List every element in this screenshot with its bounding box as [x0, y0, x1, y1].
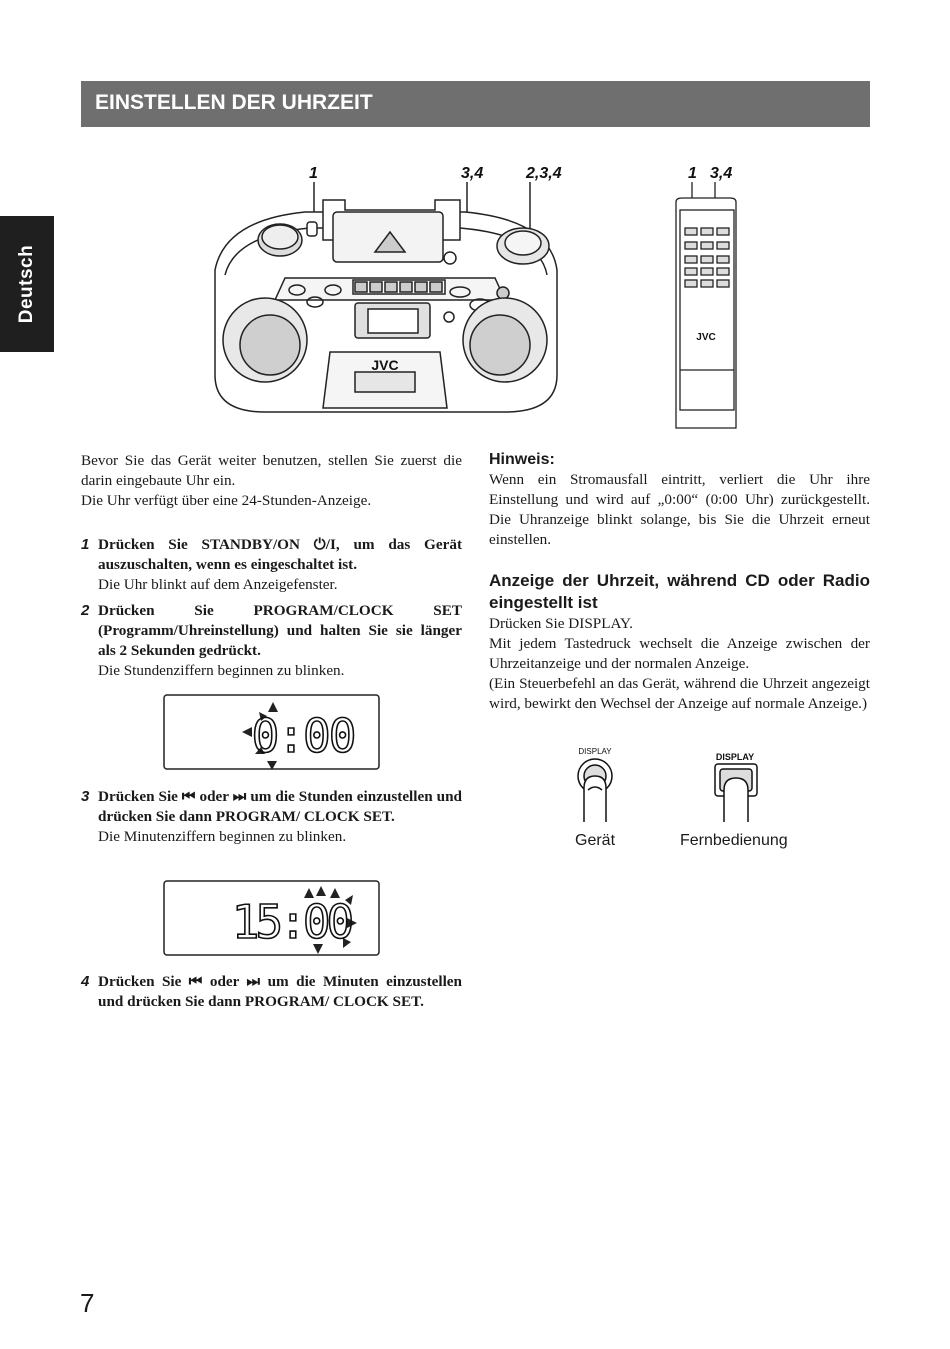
section-title: EINSTELLEN DER UHRZEIT — [95, 91, 373, 114]
device-logo: JVC — [371, 357, 399, 373]
step-instruction: Drücken Sie ⏮ oder ⏭ um die Stunden einzustellen und drücken Sie dann PROGRAM/ CLOCK SET. — [98, 788, 462, 825]
step-number: 2 — [81, 602, 90, 619]
subsection-line-2: Mit jedem Tastedruck wechselt die Anzeige zwischen der Uhrzeitanzeige und der normalen Anzeige. — [489, 635, 870, 672]
callout-remote-standby: 1 — [688, 165, 697, 182]
step-4 — [81, 972, 462, 1012]
subsection-line-1: Drücken Sie DISPLAY. — [489, 615, 633, 632]
step-3 — [81, 787, 462, 847]
step-1 — [81, 535, 462, 595]
step-instruction: Drücken Sie PROGRAM/CLOCK SET (Programm/Uhreinstellung) und halten Sie sie länger als 2 Sekunden gedrückt. — [98, 602, 462, 659]
step-instruction: Drücken Sie ⏮ oder ⏭ um die Minuten einzustellen und drücken Sie dann PROGRAM/ CLOCK SET. — [98, 973, 462, 1010]
subsection-title: Anzeige der Uhrzeit, während CD oder Radio eingestellt ist — [489, 571, 870, 612]
remote-logo: JVC — [696, 332, 716, 343]
language-tab-label: Deutsch — [16, 244, 37, 324]
step-result: Die Uhr blinkt auf dem Anzeigefenster. — [98, 576, 338, 593]
step-number: 4 — [81, 973, 90, 990]
remote-control-illustration — [670, 180, 745, 430]
language-tab — [0, 216, 54, 352]
callout-program-clock: 2,3,4 — [526, 165, 562, 182]
step-result: Die Stundenziffern beginnen zu blinken. — [98, 662, 345, 679]
boombox-illustration — [205, 180, 565, 420]
callout-skip-buttons: 3,4 — [461, 165, 484, 182]
display-hours-blinking — [163, 694, 380, 772]
device-display-label: DISPLAY — [578, 747, 612, 756]
display-time-value: 15:00 — [231, 895, 351, 949]
subsection-line-3: (Ein Steuerbefehl an das Gerät, während die Uhrzeit angezeigt wird, bewirkt den Wechsel der Anzeige auf normale Anzeige.) — [489, 675, 870, 712]
intro-paragraph — [81, 451, 462, 511]
remote-caption: Fernbedienung — [680, 832, 788, 849]
intro-line-1: Bevor Sie das Gerät weiter benutzen, stellen Sie zuerst die darin eingebaute Uhr ein. — [81, 452, 462, 489]
step-2 — [81, 601, 462, 681]
intro-line-2: Die Uhr verfügt über eine 24-Stunden-Anzeige. — [81, 492, 372, 509]
page-number: 7 — [80, 1288, 95, 1318]
display-time-value: 0:00 — [251, 709, 355, 763]
step-instruction: Drücken Sie STANDBY/ON ⏻/I, um das Gerät auszuschalten, wenn es eingeschaltet ist. — [98, 536, 462, 573]
section-title-bar — [81, 81, 870, 127]
subsection-body — [489, 614, 870, 714]
callout-standby: 1 — [309, 165, 318, 182]
display-buttons-figure — [560, 742, 810, 837]
callout-remote-skip: 3,4 — [710, 165, 733, 182]
note-text: Wenn ein Stromausfall eintritt, verliert die Uhr ihre Einstellung und wird auf „0:00“ (0:00 Uhr) zurückgestellt. Die Uhranzeige blinkt solange, bis Sie die Uhrzeit erneut einstellen. — [489, 471, 870, 548]
device-caption: Gerät — [575, 832, 616, 849]
step-number: 1 — [81, 536, 90, 553]
display-minutes-blinking — [163, 880, 380, 958]
note-heading: Hinweis: — [489, 451, 555, 468]
remote-display-label: DISPLAY — [715, 752, 755, 762]
step-number: 3 — [81, 788, 90, 805]
step-result: Die Minutenziffern beginnen zu blinken. — [98, 828, 347, 845]
